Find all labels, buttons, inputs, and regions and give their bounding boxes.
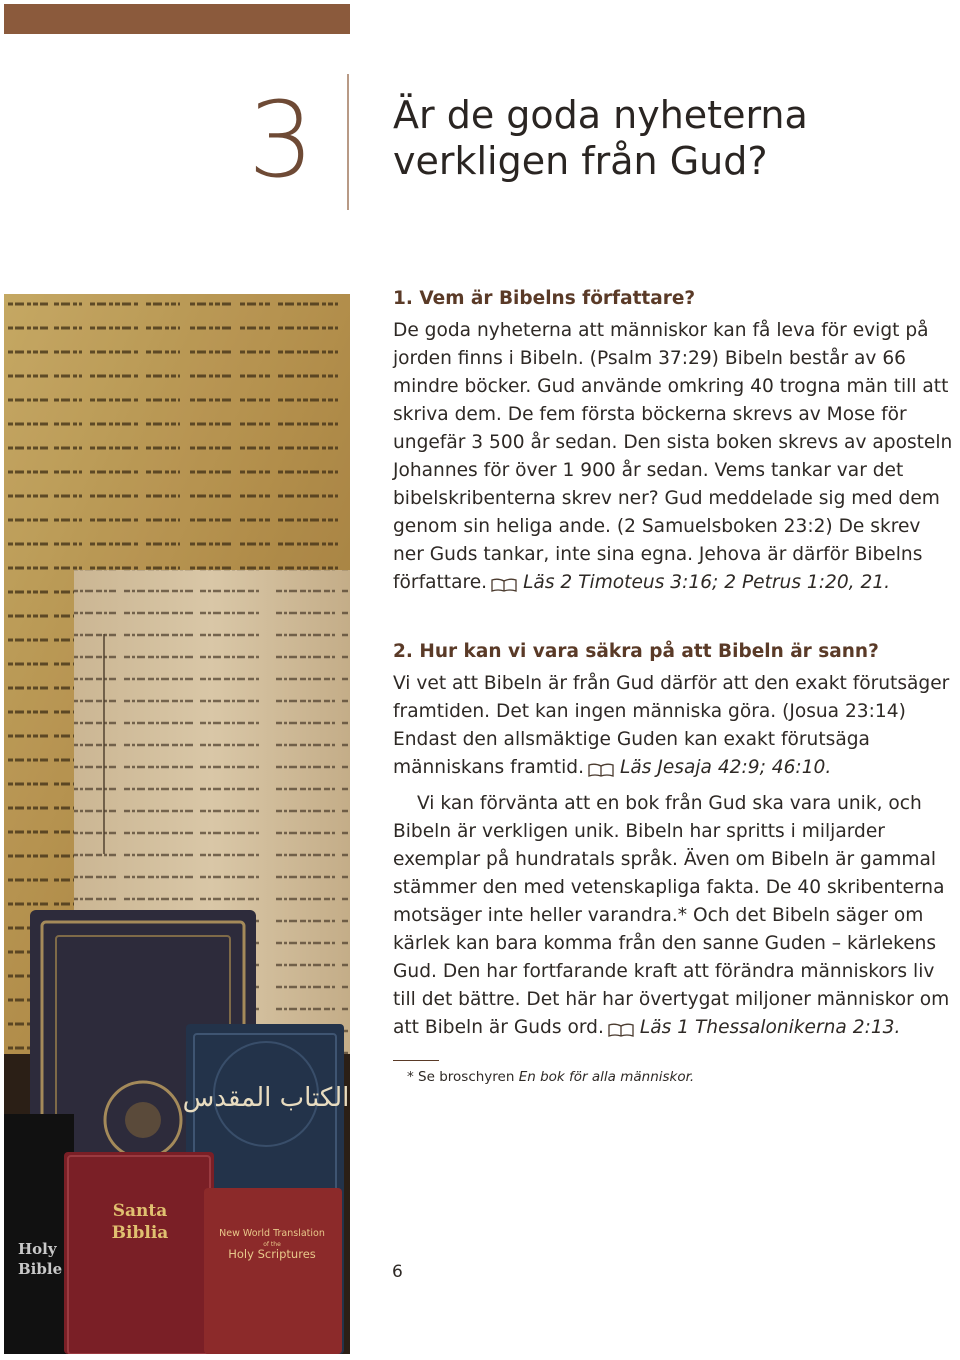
santa-biblia-text-1: Santa [112, 1201, 168, 1221]
section-2-paragraph-2 [393, 790, 957, 1042]
section-2-reference-2: Läs 1 Thessalonikerna 2:13. [639, 1017, 901, 1038]
section-1-text: De goda nyheterna att människor kan få leva för evigt på jorden finns i Bibeln. (Psalm 37:29) Bibeln består av 66 mindre böcker. Gud använde omkring 40 trogna män till att skriva dem. De fem första böckerna skrevs av Mose för ungefär 3 500 år sedan. Den sista boken skrevs av aposteln Johannes för över 1 900 år sedan. Vems tankar var det bibelskribenterna skrev ner? Gud meddelade sig med dem genom sin heliga ande. (2 Samuelsboken 23:2) De skrev ner Guds tankar, inte sina egna. Jehova är därför Bibelns författare. [393, 320, 953, 593]
section-1-paragraph [393, 317, 957, 597]
section-2-text-2: Vi kan förvänta att en bok från Gud ska vara unik, och Bibeln är verkligen unik. Bibeln har spritts i miljarder exemplar på hundratals språk. Även om Bibeln är gammal stämmer den med vetenskapliga fakta. De 40 skribenterna motsäger inte heller varandra.* Och det Bibeln säger om kärlek kan bara komma från den sanne Guden – kärlekens Gud. Den har fortfarande kraft att förändra människors liv till det bättre. Det här har övertygat miljoner människor om att Bibeln är Guds ord. [393, 793, 950, 1038]
chapter-number: 3 [248, 79, 313, 201]
footnote-marker: * Se broschyren [407, 1069, 519, 1085]
red-nwt-bible [204, 1188, 342, 1354]
main-content [393, 286, 957, 1087]
red-santa-biblia [64, 1152, 214, 1354]
section-2-reference-1: Läs Jesaja 42:9; 46:10. [620, 757, 832, 778]
holy-bible-text-1: Holy [18, 1240, 57, 1258]
open-book-icon [491, 578, 517, 592]
nwt-text-1: New World Translation [219, 1228, 325, 1239]
black-holy-bible [4, 1114, 74, 1354]
santa-biblia-text-2: Biblia [111, 1223, 169, 1243]
footnote-rule [393, 1060, 439, 1061]
page-number: 6 [392, 1262, 403, 1282]
section-2-text-1: Vi vet att Bibeln är från Gud därför att den exakt förutsäger framtiden. Det kan ingen människa göra. (Josua 23:14) Endast den allsmäktige Guden kan exakt förutsäga människans framtid. [393, 673, 950, 778]
chapter-title [393, 92, 933, 184]
chapter-title-line-1: Är de goda nyheterna [393, 93, 808, 137]
footnote-title: En bok för alla människor. [518, 1069, 695, 1085]
nwt-text-3: Holy Scriptures [228, 1247, 316, 1261]
open-book-icon [588, 763, 614, 777]
arabic-bible-text: الكتاب المقدس [182, 1083, 350, 1113]
question-heading-1: 1. Vem är Bibelns författare? [393, 288, 696, 309]
chapter-divider [347, 74, 349, 210]
holy-bible-text-2: Bible [18, 1260, 63, 1278]
nwt-text-2: of the [263, 1241, 281, 1248]
open-book-icon [608, 1023, 634, 1037]
footnote [407, 1067, 957, 1087]
section-2-paragraph-1 [393, 670, 957, 782]
section-1-reference: Läs 2 Timoteus 3:16; 2 Petrus 1:20, 21. [523, 572, 891, 593]
bible-manuscripts-photo [4, 294, 350, 1354]
chapter-title-line-2: verkligen från Gud? [393, 139, 768, 183]
question-heading-2: 2. Hur kan vi vara säkra på att Bibeln är sann? [393, 641, 879, 662]
top-accent-bar [4, 4, 350, 34]
